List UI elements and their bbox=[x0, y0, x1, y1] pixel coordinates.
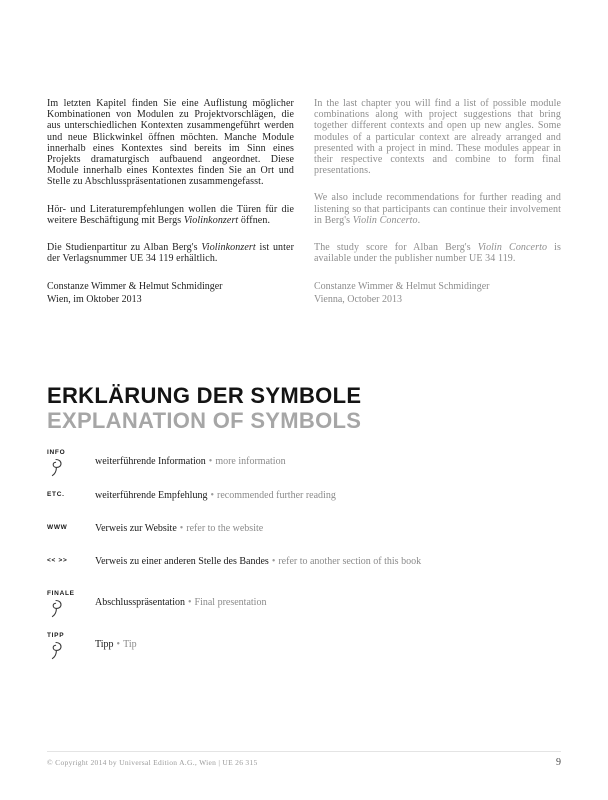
heading-english: EXPLANATION OF SYMBOLS bbox=[47, 408, 362, 433]
page-number: 9 bbox=[556, 757, 561, 768]
italic-title: Violin Concerto bbox=[352, 214, 418, 226]
legend-row-info bbox=[47, 448, 561, 477]
signature-place-date: Wien, im Oktober 2013 bbox=[47, 294, 142, 306]
signature-names: Constanze Wimmer & Helmut Schmidinger bbox=[314, 281, 490, 293]
intro-section bbox=[47, 98, 561, 306]
italic-title: Violinkonzert bbox=[183, 214, 239, 226]
german-paragraph-3: Die Studienpartitur zu Alban Berg's Violinkonzert ist unter der Verlagsnummer UE 34 119 erhältlich. bbox=[47, 242, 295, 265]
symbol-legend bbox=[47, 448, 561, 673]
german-paragraph-1: Im letzten Kapitel finden Sie eine Auflistung möglicher Kombinationen von Modulen zu Projektvorschlägen, die aus unterschiedlichen Kontexten zusammengeführt werden und neue Blickwinkel öffnen möchten. Manche Module innerhalb eines Kontextes sind bereits im Sinn eines Projekts dramaturgisch aufbauend angeordnet. Diese Module innerhalb eines Kontextes finden Sie an Ort und Stelle zu Abschlusspräsentationen zusammengefasst. bbox=[47, 98, 294, 188]
legend-text-en: more information bbox=[215, 456, 286, 467]
legend-label-finale: FINALE bbox=[47, 590, 75, 597]
legend-text-de: Abschlusspräsentation bbox=[95, 597, 185, 608]
german-paragraph-2: Hör- und Literaturempfehlungen wollen die Türen für die weitere Beschäftigung mit Bergs Violinkonzert öffnen. bbox=[47, 203, 294, 226]
bullet-separator: • bbox=[271, 556, 276, 567]
legend-text-de: Verweis zu einer anderen Stelle des Bandes bbox=[95, 556, 269, 567]
finale-ornament-icon bbox=[49, 599, 95, 618]
legend-label-info: INFO bbox=[47, 449, 66, 456]
english-signature bbox=[314, 280, 561, 306]
legend-text-en: refer to the website bbox=[186, 523, 264, 534]
italic-title: Violinkonzert bbox=[201, 242, 256, 254]
bullet-separator: • bbox=[179, 523, 184, 534]
english-paragraph-2: We also include recommendations for further reading and listening so that participants can continue their involvement in Berg's Violin Concerto. bbox=[314, 192, 561, 226]
signature-names: Constanze Wimmer & Helmut Schmidinger bbox=[47, 281, 223, 293]
tipp-ornament-icon bbox=[49, 641, 95, 660]
legend-text-en: recommended further reading bbox=[216, 490, 336, 501]
legend-row-finale bbox=[47, 589, 561, 618]
bullet-separator: • bbox=[188, 597, 192, 608]
heading-german: ERKLÄRUNG DER SYMBOLE bbox=[47, 383, 362, 408]
bullet-separator: • bbox=[208, 456, 213, 467]
legend-label-etc: ETC. bbox=[47, 491, 65, 498]
info-ornament-icon bbox=[49, 458, 95, 477]
english-paragraph-3: The study score for Alban Berg's Violin Concerto is available under the publisher number UE 34 119. bbox=[314, 242, 561, 265]
copyright-notice: © Copyright 2014 by Universal Edition A.G., Wien | UE 26 315 bbox=[47, 758, 258, 767]
legend-row-crossref bbox=[47, 556, 561, 568]
page-footer bbox=[47, 751, 561, 768]
english-column bbox=[314, 98, 561, 306]
bullet-separator: • bbox=[210, 490, 214, 501]
signature-place-date: Vienna, October 2013 bbox=[314, 294, 402, 306]
legend-text-de: weiterführende Empfehlung bbox=[95, 490, 208, 501]
legend-label-tipp: TIPP bbox=[47, 632, 65, 639]
german-signature bbox=[47, 280, 294, 306]
legend-label-www: WWW bbox=[47, 524, 68, 531]
italic-title: Violin Concerto bbox=[477, 242, 548, 254]
german-column bbox=[47, 98, 294, 306]
legend-text-en: refer to another section of this book bbox=[278, 556, 422, 567]
legend-text-de: Tipp bbox=[95, 639, 114, 650]
section-heading bbox=[47, 383, 361, 433]
legend-text-en: Final presentation bbox=[194, 597, 267, 608]
legend-label-crossref: << >> bbox=[47, 557, 68, 564]
legend-text-de: weiterführende Information bbox=[95, 456, 206, 467]
legend-text-en: Tip bbox=[123, 639, 137, 650]
legend-row-tipp bbox=[47, 631, 561, 660]
legend-row-www bbox=[47, 523, 561, 535]
bullet-separator: • bbox=[116, 639, 121, 650]
english-paragraph-1: In the last chapter you will find a list of possible module combinations along with project suggestions that bring together different contexts and open up new angles. Some modules of a particular context are already arranged and presented with a project in mind. These modules appear in their respective contexts and combine to form final presentations. bbox=[314, 98, 561, 177]
legend-row-etc bbox=[47, 490, 561, 502]
legend-text-de: Verweis zur Website bbox=[95, 523, 177, 534]
